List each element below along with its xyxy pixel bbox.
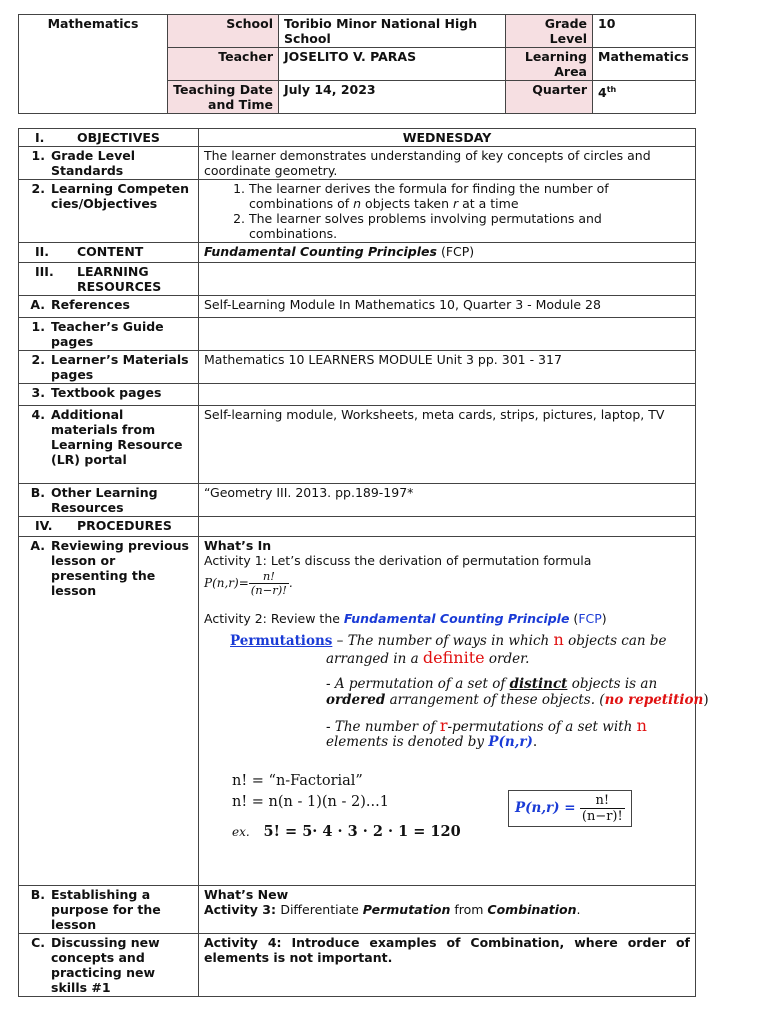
day-heading: WEDNESDAY — [199, 129, 696, 147]
grade-value: 10 — [593, 15, 696, 48]
procedures-heading: IV. PROCEDURES — [19, 517, 199, 537]
school-label: School — [168, 15, 279, 48]
additional-label: 4. Additional materials from Learning Resource (LR) portal — [19, 406, 199, 484]
textbook-label: 3. Textbook pages — [19, 384, 199, 406]
competencies-list — [199, 180, 696, 243]
competency-item: 1. The learner derives the formula for finding the number of combinations of n objects taken r at a time — [249, 181, 690, 211]
reviewing-label: A. Reviewing previous lesson or presenting the lesson — [19, 537, 199, 886]
procedures-empty — [199, 517, 696, 537]
activity2-text: Activity 2: Review the Fundamental Counting Principle (FCP) — [204, 611, 607, 626]
teacher-value: JOSELITO V. PARAS — [279, 48, 506, 81]
permutation-formula: P(n,r)= $\frac{n!}{(n-r)!}$ . — [204, 569, 293, 597]
purpose-cell — [199, 886, 696, 934]
area-value: Mathematics — [593, 48, 696, 81]
area-label: Learning Area — [506, 48, 593, 81]
quarter-label: Quarter — [506, 81, 593, 114]
grade-standards-text: The learner demonstrates understanding of key concepts of circles and coordinate geometry. — [199, 147, 696, 180]
date-value: July 14, 2023 — [279, 81, 506, 114]
purpose-label: B. Establishing a purpose for the lesson — [19, 886, 199, 934]
competency-item: 2. The learner solves problems involving permutations and combinations. — [249, 211, 690, 241]
teacher-label: Teacher — [168, 48, 279, 81]
additional-text: Self-learning module, Worksheets, meta cards, strips, pictures, laptop, TV — [199, 406, 696, 484]
slide-definition-line2: arranged in a definite order. — [326, 648, 530, 667]
lesson-plan-table — [18, 128, 709, 997]
objectives-heading: I. OBJECTIVES — [19, 129, 199, 147]
slide-definition-line1: Permutations – The number of ways in which n objects can be — [230, 630, 667, 649]
discussing-label: C. Discussing new concepts and practicing new skills #1 — [19, 934, 199, 997]
subject-cell: Mathematics — [19, 15, 168, 114]
resources-empty — [199, 263, 696, 296]
quarter-number: 4 — [598, 85, 607, 101]
teachers-guide-label: 1. Teacher’s Guide pages — [19, 318, 199, 351]
slide-notation-line2: elements is denoted by P(n,r). — [326, 734, 538, 750]
references-label: A. References — [19, 296, 199, 318]
quarter-suffix: th — [606, 85, 617, 94]
content-text: Fundamental Counting Principles (FCP) — [199, 243, 696, 263]
activity3-text: Activity 3: Differentiate Permutation from Combination. — [204, 902, 581, 917]
grade-standards-label: 1. Grade Level Standards — [19, 147, 199, 180]
other-resources-label: B. Other Learning Resources — [19, 484, 199, 517]
textbook-empty — [199, 384, 696, 406]
other-resources-text: “Geometry III. 2013. pp.189-197* — [199, 484, 696, 517]
activity1-text: Activity 1: Let’s discuss the derivation of permutation formula — [204, 553, 592, 568]
whats-new-heading: What’s New — [204, 887, 289, 902]
grade-label: Grade Level — [506, 15, 593, 48]
school-value: Toribio Minor National High School — [279, 15, 506, 48]
activity4-text: Activity 4: Introduce examples of Combination, where order of elements is not important. — [199, 934, 696, 997]
quarter-value — [593, 81, 696, 114]
references-text: Self-Learning Module In Mathematics 10, Quarter 3 - Module 28 — [199, 296, 696, 318]
slide-notation-line1: - The number of r-permutations of a set with n — [326, 716, 647, 735]
competencies-label: 2. Learning Competencies/Objectives — [19, 180, 199, 243]
learners-materials-text: Mathematics 10 LEARNERS MODULE Unit 3 pp. 301 - 317 — [199, 351, 696, 384]
slide-example: ex. 5! = 5· 4 · 3 · 2 · 1 = 120 — [232, 823, 461, 840]
content-heading: II. CONTENT — [19, 243, 199, 263]
reviewing-cell — [199, 537, 709, 886]
slide-factorial-formula: n! = n(n - 1)(n - 2)...1 — [232, 794, 389, 810]
date-label: Teaching Date and Time — [168, 81, 279, 114]
resources-heading: III. LEARNING RESOURCES — [19, 263, 199, 296]
slide-distinct-line1: - A permutation of a set of distinct objects is an — [326, 676, 658, 692]
permutations-slide — [226, 630, 709, 867]
teachers-guide-empty — [199, 318, 696, 351]
whats-in-heading: What’s In — [204, 538, 272, 553]
header-table — [18, 14, 696, 114]
learners-materials-label: 2. Learner’s Materials pages — [19, 351, 199, 384]
slide-permutation-formula-box: P(n,r) = $\frac{n!}{(n-r)!}$ — [508, 790, 632, 827]
slide-factorial-definition: n! = “n-Factorial” — [232, 773, 363, 789]
slide-distinct-line2: ordered arrangement of these objects. (no repetition) — [326, 692, 709, 708]
